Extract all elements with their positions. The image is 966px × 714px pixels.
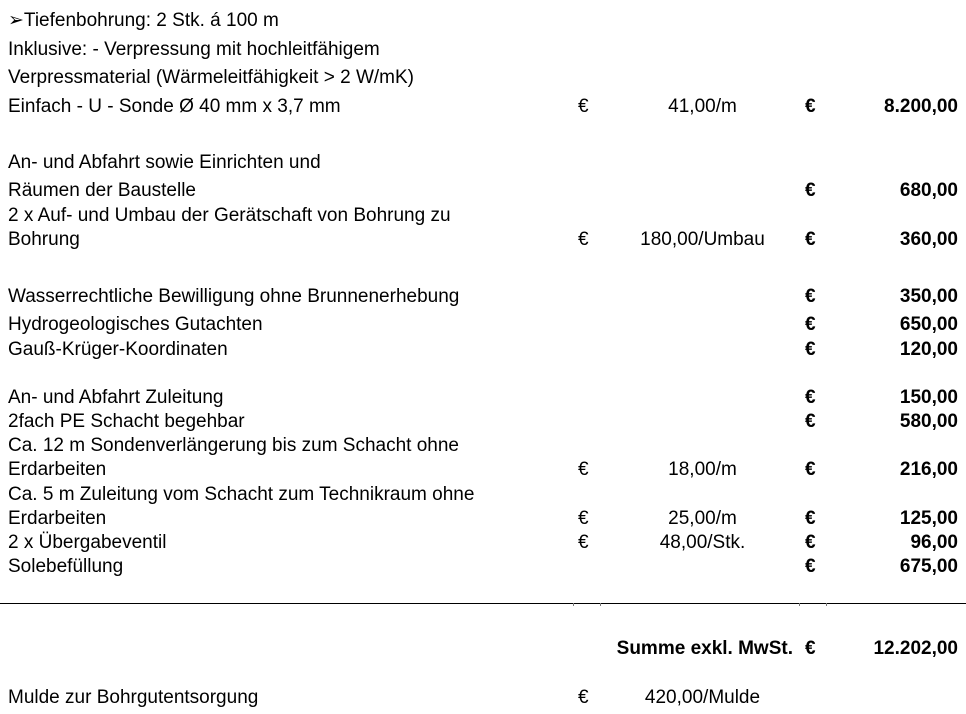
item-desc-line: Ca. 12 m Sondenverlängerung bis zum Schacht ohne — [8, 435, 459, 456]
amount: 8.200,00 — [884, 96, 958, 117]
amount: 650,00 — [899, 314, 958, 335]
item-desc-line: 2fach PE Schacht begehbar — [8, 411, 245, 432]
amount-currency: € — [805, 387, 816, 408]
item-desc-line: Verpressmaterial (Wärmeleitfähigkeit > 2 W/mK) — [8, 67, 414, 88]
amount-currency: € — [805, 286, 816, 307]
subtotal-currency: € — [805, 638, 816, 659]
amount-currency: € — [805, 314, 816, 335]
total-divider — [0, 603, 966, 604]
unit-rate: 18,00/m — [668, 459, 737, 480]
amount: 216,00 — [899, 459, 958, 480]
amount-currency: € — [805, 508, 816, 529]
divider-tick — [573, 603, 574, 606]
amount: 125,00 — [899, 508, 958, 529]
divider-tick — [826, 603, 827, 606]
amount-currency: € — [805, 229, 816, 250]
amount-currency: € — [805, 532, 816, 553]
extra-rate-currency: € — [578, 687, 589, 708]
amount-currency: € — [805, 556, 816, 577]
item-desc-line: Einfach - U - Sonde Ø 40 mm x 3,7 mm — [8, 96, 341, 117]
subtotal-amount: 12.202,00 — [873, 638, 958, 659]
amount-currency: € — [805, 180, 816, 201]
unit-rate: 41,00/m — [668, 96, 737, 117]
item-desc-line: Hydrogeologisches Gutachten — [8, 314, 263, 335]
item-desc-line: Erdarbeiten — [8, 508, 107, 529]
amount: 580,00 — [899, 411, 958, 432]
item-desc-line: Bohrung — [8, 229, 80, 250]
amount: 150,00 — [899, 387, 958, 408]
amount-currency: € — [805, 411, 816, 432]
unit-rate: 25,00/m — [668, 508, 737, 529]
extra-unit-rate: 420,00/Mulde — [644, 687, 761, 708]
amount-currency: € — [805, 339, 816, 360]
item-desc-line: Wasserrechtliche Bewilligung ohne Brunnenerhebung — [8, 286, 460, 307]
unit-rate: 48,00/Stk. — [659, 532, 746, 553]
item-desc-line: ➢Tiefenbohrung: 2 Stk. á 100 m — [8, 10, 279, 31]
rate-currency: € — [578, 532, 589, 553]
item-desc-line: 2 x Übergabeventil — [8, 532, 167, 553]
item-desc-line: Erdarbeiten — [8, 459, 107, 480]
amount: 96,00 — [910, 532, 958, 553]
amount: 675,00 — [899, 556, 958, 577]
amount: 350,00 — [899, 286, 958, 307]
item-desc-line: Räumen der Baustelle — [8, 180, 196, 201]
amount: 120,00 — [899, 339, 958, 360]
item-desc-line: An- und Abfahrt Zuleitung — [8, 387, 224, 408]
amount: 680,00 — [899, 180, 958, 201]
unit-rate: 180,00/Umbau — [640, 229, 765, 250]
rate-currency: € — [578, 508, 589, 529]
item-desc-line: Inklusive: - Verpressung mit hochleitfähigem — [8, 39, 380, 60]
item-desc-line: An- und Abfahrt sowie Einrichten und — [8, 152, 321, 173]
rate-currency: € — [578, 96, 589, 117]
rate-currency: € — [578, 459, 589, 480]
divider-tick — [799, 603, 800, 606]
amount: 360,00 — [899, 229, 958, 250]
subtotal-label: Summe exkl. MwSt. — [616, 638, 793, 659]
item-desc-line: Ca. 5 m Zuleitung vom Schacht zum Technikraum ohne — [8, 484, 475, 505]
amount-currency: € — [805, 459, 816, 480]
item-desc-line: Gauß-Krüger-Koordinaten — [8, 339, 228, 360]
rate-currency: € — [578, 229, 589, 250]
extra-item-desc: Mulde zur Bohrgutentsorgung — [8, 687, 259, 708]
divider-tick — [600, 603, 601, 606]
item-desc-line: Solebefüllung — [8, 556, 124, 577]
amount-currency: € — [805, 96, 816, 117]
item-desc-line: 2 x Auf- und Umbau der Gerätschaft von Bohrung zu — [8, 205, 451, 226]
